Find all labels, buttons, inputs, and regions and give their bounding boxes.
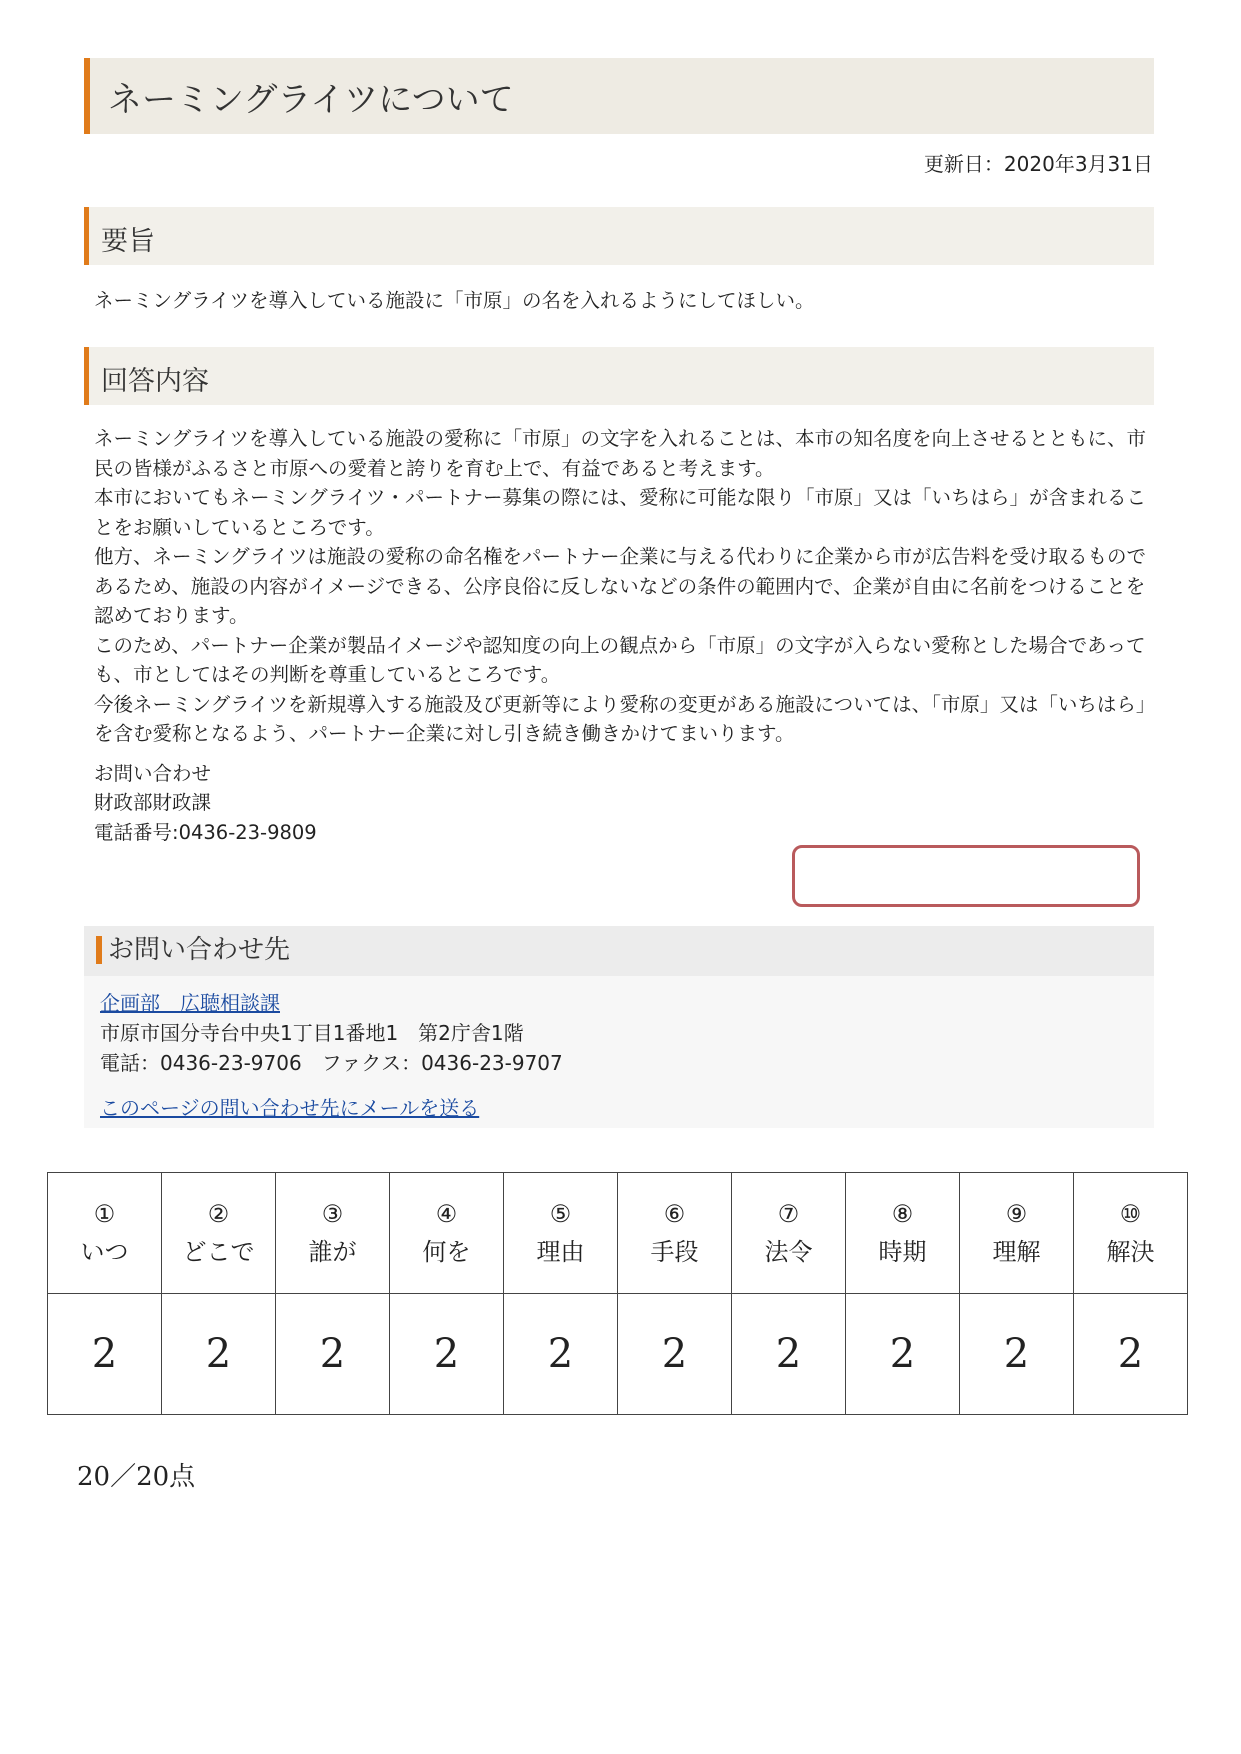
page-title: ネーミングライツについて (108, 80, 514, 120)
contact-box (84, 976, 1154, 1128)
inquiry-dept: 財政部財政課 (94, 791, 212, 814)
contact-heading: お問い合わせ先 (96, 936, 290, 964)
score-value-cell: 2 (846, 1294, 960, 1415)
answer-heading-bar (84, 347, 1154, 405)
score-value-row (48, 1294, 1188, 1415)
answer-body (94, 424, 1154, 847)
score-value-cell: 2 (960, 1294, 1074, 1415)
score-value-cell: 2 (618, 1294, 732, 1415)
contact-dept-link[interactable]: 企画部 広聴相談課 (100, 991, 280, 1015)
answer-paragraph: 本市においてもネーミングライツ・パートナー募集の際には、愛称に可能な限り「市原」又は「いちはら」が含まれることをお願いしているところです。 (94, 486, 1147, 539)
summary-heading-bar (84, 207, 1154, 265)
contact-tel-fax: 電話：0436-23-9706 ファクス：0436-23-9707 (100, 1051, 563, 1075)
score-header-cell: ⑧ 時期 (846, 1173, 960, 1294)
score-value-cell: 2 (1074, 1294, 1188, 1415)
score-header-cell: ⑨ 理解 (960, 1173, 1074, 1294)
total-score: 20／20点 (77, 1462, 196, 1492)
inquiry-phone: 電話番号:0436-23-9809 (94, 820, 317, 844)
answer-paragraph: 今後ネーミングライツを新規導入する施設及び更新等により愛称の変更がある施設については、「市原」又は「いちはら」を含む愛称となるよう、パートナー企業に対し引き続き働きかけてまいります。 (94, 692, 1146, 745)
send-mail-link[interactable]: このページの問い合わせ先にメールを送る (100, 1096, 480, 1120)
stamp-box (792, 845, 1140, 907)
contact-lines (100, 988, 563, 1078)
score-header-cell: ④ 何を (390, 1173, 504, 1294)
answer-paragraph: このため、パートナー企業が製品イメージや認知度の向上の観点から「市原」の文字が入らない愛称とした場合であっても、市としてはその判断を尊重しているところです。 (94, 633, 1146, 686)
answer-paragraph: 他方、ネーミングライツは施設の愛称の命名権をパートナー企業に与える代わりに企業から市が広告料を受け取るものであるため、施設の内容がイメージできる、公序良俗に反しないなどの条件の範囲内で、企業が自由に名前をつけることを認めております。 (94, 545, 1147, 627)
contact-heading-bar (84, 926, 1154, 976)
summary-text-block (94, 286, 1154, 316)
summary-text: ネーミングライツを導入している施設に「市原」の名を入れるようにしてほしい。 (94, 289, 815, 312)
score-value-cell: 2 (162, 1294, 276, 1415)
score-table (47, 1172, 1188, 1415)
score-value-cell: 2 (504, 1294, 618, 1415)
contact-address: 市原市国分寺台中央1丁目1番地1 第2庁舎1階 (100, 1021, 524, 1045)
score-value-cell: 2 (732, 1294, 846, 1415)
score-header-cell: ⑩ 解決 (1074, 1173, 1188, 1294)
inquiry-label: お問い合わせ (94, 761, 212, 785)
score-header-cell: ③ 誰が (276, 1173, 390, 1294)
page-title-bar (84, 58, 1154, 134)
summary-heading: 要旨 (101, 226, 155, 257)
score-value-cell: 2 (390, 1294, 504, 1415)
answer-heading: 回答内容 (101, 366, 209, 397)
score-header-cell: ⑤ 理由 (504, 1173, 618, 1294)
score-value-cell: 2 (276, 1294, 390, 1415)
score-header-cell: ① いつ (48, 1173, 162, 1294)
score-header-cell: ② どこで (162, 1173, 276, 1294)
score-value-cell: 2 (48, 1294, 162, 1415)
score-header-cell: ⑥ 手段 (618, 1173, 732, 1294)
score-header-cell: ⑦ 法令 (732, 1173, 846, 1294)
updated-date: 更新日：2020年3月31日 (923, 152, 1153, 176)
answer-paragraph: ネーミングライツを導入している施設の愛称に「市原」の文字を入れることは、本市の知名度を向上させるとともに、市民の皆様がふるさと市原への愛着と誇りを育む上で、有益であると考えます。 (94, 427, 1147, 480)
score-header-row (48, 1173, 1188, 1294)
